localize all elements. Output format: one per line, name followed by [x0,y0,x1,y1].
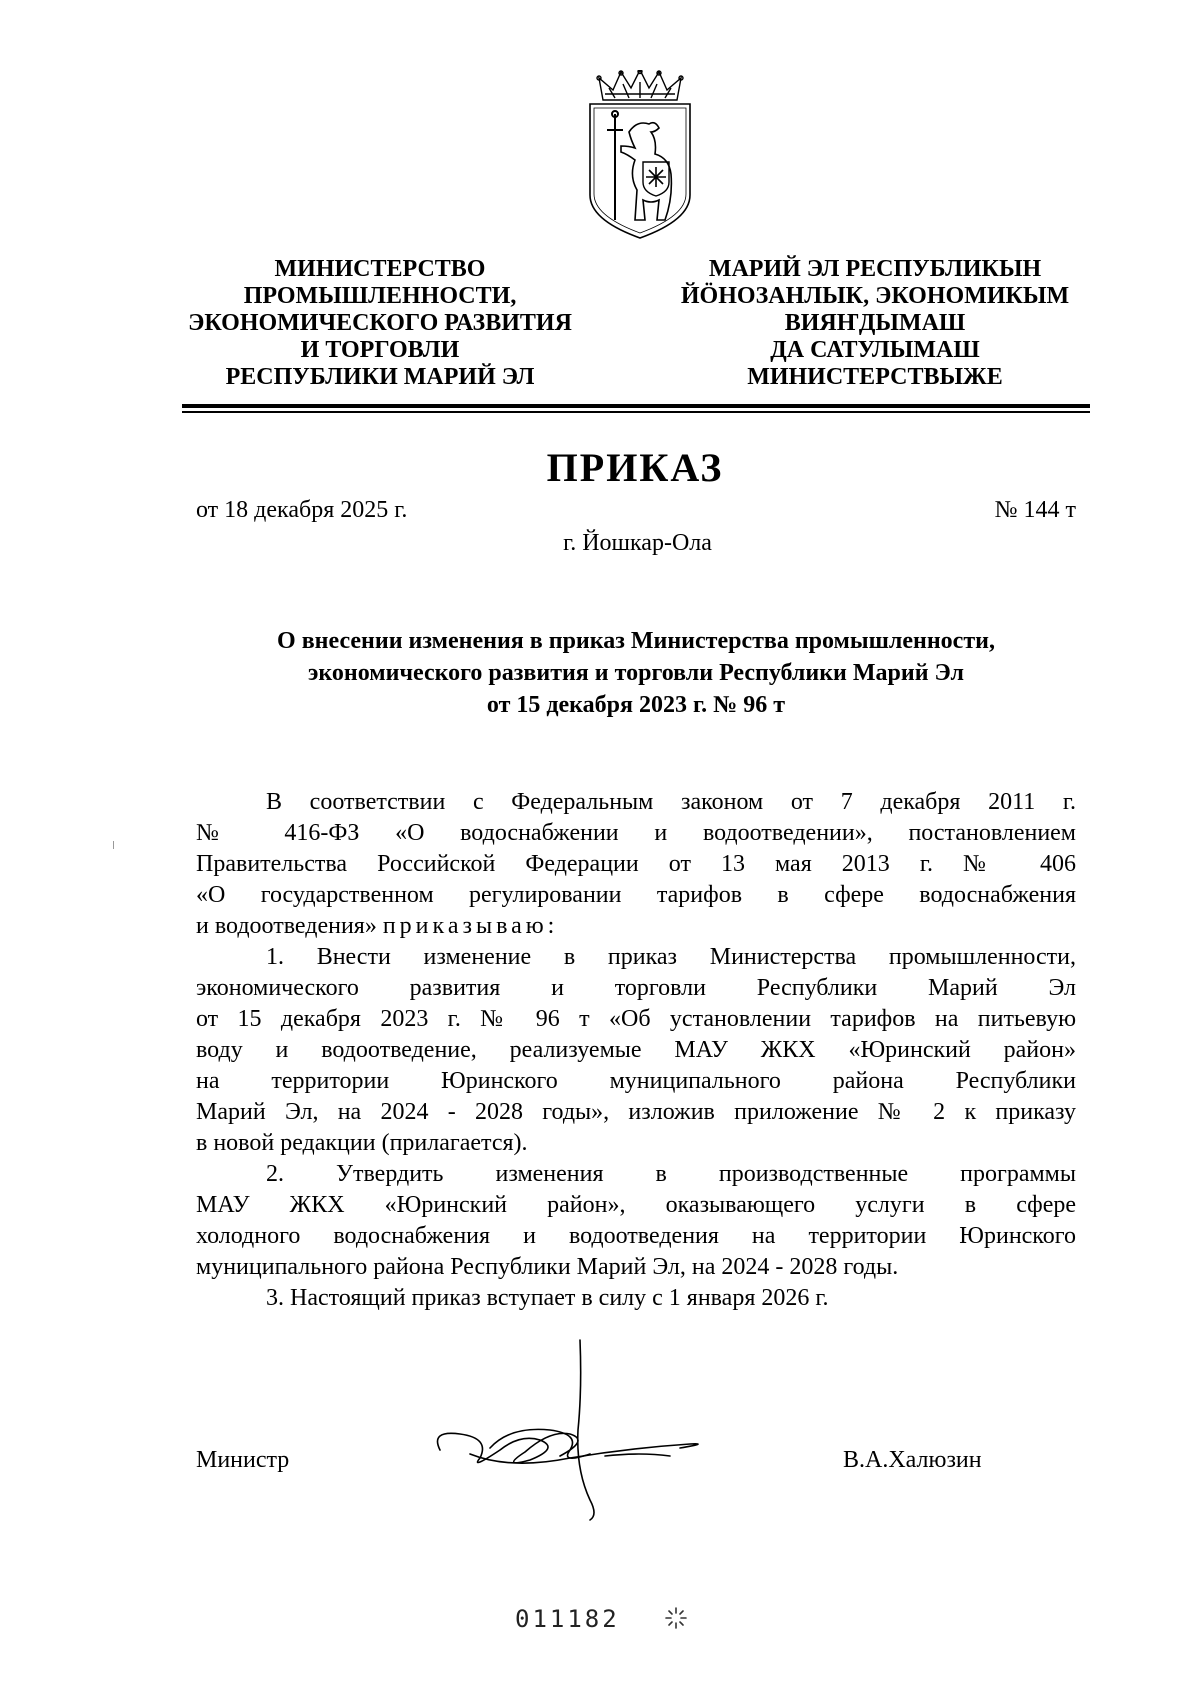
document-date: от 18 декабря 2025 г. [196,497,408,523]
ministry-name-mari: МАРИЙ ЭЛ РЕСПУБЛИКЫН ЙӦНОЗАНЛЫК, ЭКОНОМИКЫМ ВИЯҤДЫМАШ ДА САТУЛЫМАШ МИНИСТЕРСТВЫЖЕ [680,256,1070,390]
signatory-position: Министр [196,1447,290,1473]
body-line: 3. Настоящий приказ вступает в силу с 1 января 2026 г. [266,1285,829,1311]
body-line: Правительства Российской Федерации от 13 мая 2013 г. № 406 [196,851,1076,877]
body-line: холодного водоснабжения и водоотведения на территории Юринского [196,1223,1076,1249]
document-subject [196,625,1076,721]
order-word: приказываю: [382,913,559,939]
body-line: от 15 декабря 2023 г. № 96 т «Об установлении тарифов на питьевую [196,1006,1076,1032]
document-body [196,787,1076,1314]
body-line: 2. Утвердить изменения в производственные программы [266,1161,1076,1187]
subject-line: экономического развития и торговли Республики Марий Эл [308,660,964,686]
ministry-name-russian: МИНИСТЕРСТВО ПРОМЫШЛЕННОСТИ, ЭКОНОМИЧЕСКОГО РАЗВИТИЯ И ТОРГОВЛИ РЕСПУБЛИКИ МАРИЙ ЭЛ [188,256,572,390]
header-divider [182,404,1090,408]
header-divider-thin [182,411,1090,413]
body-line: «О государственном регулировании тарифов в сфере водоснабжения [196,882,1076,908]
body-line: экономического развития и торговли Республики Марий Эл [196,975,1076,1001]
document-city: г. Йошкар-Ола [563,530,712,556]
body-line [196,911,1076,942]
coat-of-arms-icon [585,70,695,240]
serial-number: 011182 [515,1605,620,1633]
body-line: МАУ ЖКХ «Юринский район», оказывающего услуги в сфере [196,1192,1076,1218]
body-text: и водоотведения» [196,913,377,939]
subject-line: О внесении изменения в приказ Министерства промышленности, [277,628,995,654]
document-title: ПРИКАЗ [546,445,724,490]
margin-mark [113,841,114,849]
body-line: Марий Эл, на 2024 - 2028 годы», изложив приложение № 2 к приказу [196,1099,1076,1125]
body-line: муниципального района Республики Марий Эл, на 2024 - 2028 годы. [196,1254,899,1280]
body-line: 1. Внести изменение в приказ Министерства промышленности, [266,944,1076,970]
body-line: в новой редакции (прилагается). [196,1130,528,1156]
signatory-name: В.А.Халюзин [843,1447,982,1473]
body-line: на территории Юринского муниципального района Республики [196,1068,1076,1094]
serial-stamp-icon [664,1606,688,1630]
document-number: № 144 т [994,497,1076,523]
body-line: № 416-ФЗ «О водоснабжении и водоотведении», постановлением [196,820,1076,846]
subject-line: от 15 декабря 2023 г. № 96 т [486,692,786,718]
body-line: В соответствии с Федеральным законом от 7 декабря 2011 г. [266,789,1076,815]
signature-icon [430,1330,750,1530]
body-line: воду и водоотведение, реализуемые МАУ ЖКХ «Юринский район» [196,1037,1076,1063]
